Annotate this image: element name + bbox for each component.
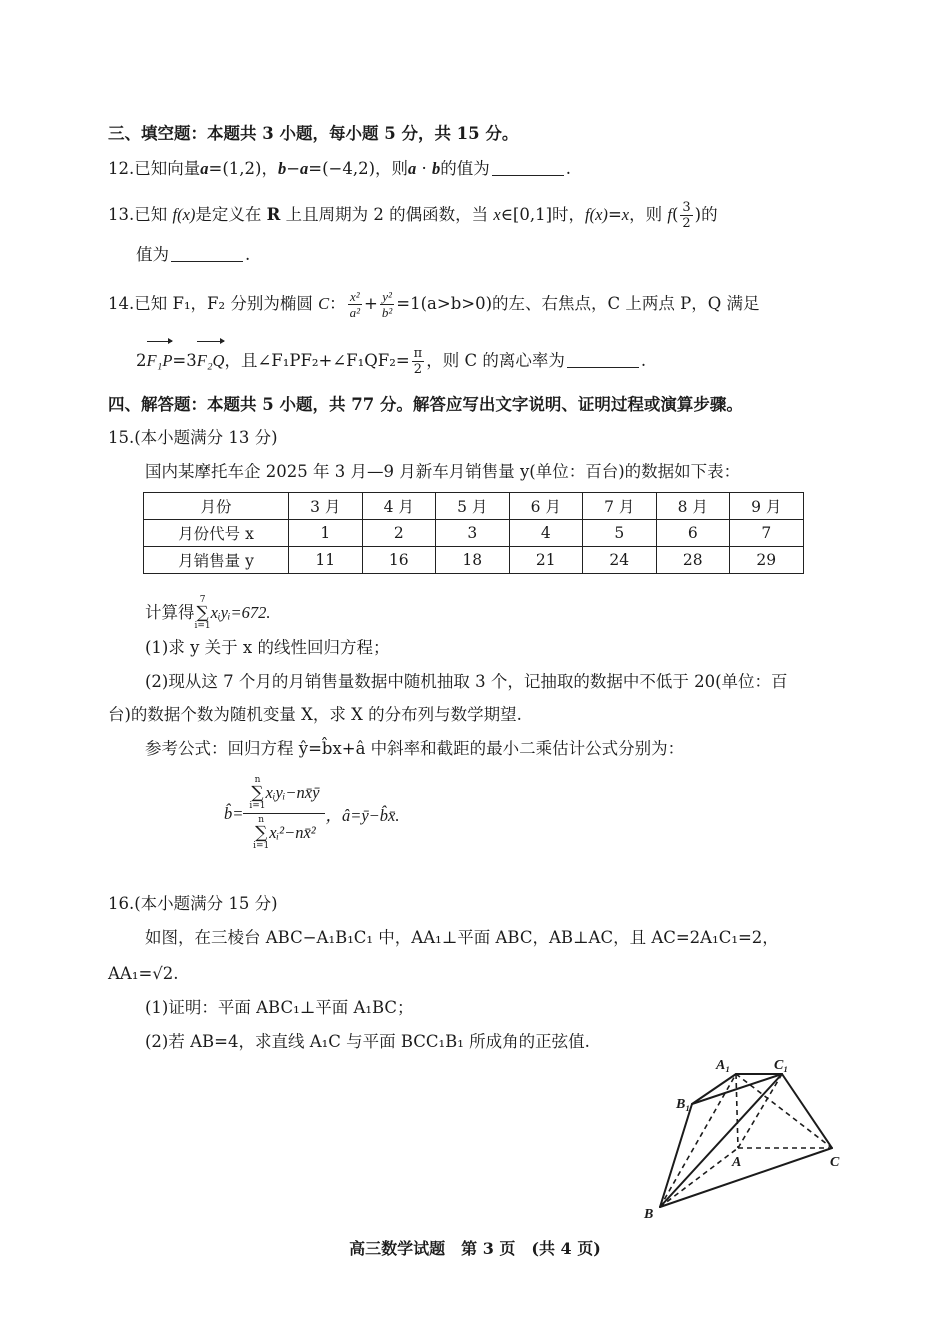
edge-a1c-hidden: [736, 1074, 832, 1148]
q16-line-1: 如图，在三棱台 ABC−A₁B₁C₁ 中，AA₁⊥平面 ABC，AB⊥AC，且 AC=2A₁C₁=2，: [145, 928, 779, 947]
q14-fraction-y: $\frac{\text{y²}}{\text{b²}}$: [381, 289, 393, 320]
table-cell: 月份代号 x: [144, 520, 289, 547]
q13-text: 是定义在: [195, 205, 267, 224]
q12-text: =(−4,2)，则: [308, 159, 409, 178]
q16-part-1: (1)证明：平面 ABC₁⊥平面 A₁BC；: [145, 998, 414, 1017]
q14-text: 已知 F₁，F₂ 分别为椭圆: [134, 294, 319, 313]
q15-reference: 参考公式：回归方程 ŷ=b̂x+â 中斜率和截距的最小二乘估计公式分别为：: [145, 739, 685, 758]
edge-a1b-hidden: [660, 1074, 736, 1207]
q13-text: =: [607, 205, 622, 224]
table-cell: 24: [583, 547, 657, 574]
table-cell: 7 月: [583, 493, 657, 520]
q12-text: −: [286, 159, 301, 178]
table-cell: 3 月: [289, 493, 363, 520]
q14-text: =1(a>b>0)的左、右焦点，C 上两点 P，Q 满足: [396, 294, 760, 313]
q12-text: 的值为: [440, 159, 490, 178]
edge-b1a1: [692, 1074, 736, 1104]
q15-calc-line: [145, 596, 271, 631]
q14-number: 14.: [108, 294, 135, 313]
table-cell: 9 月: [730, 493, 804, 520]
q12-vec-b: b: [432, 159, 441, 178]
table-row: [144, 520, 804, 547]
label-b: B: [644, 1207, 654, 1222]
q12-vec-b: b: [277, 159, 287, 178]
q12-text: 已知向量: [134, 159, 201, 178]
section-3-heading: 三、填空题：本题共 3 小题，每小题 5 分，共 15 分。: [108, 124, 519, 143]
q13-text: (: [671, 205, 679, 224]
table-cell: 21: [509, 547, 583, 574]
edge-ab-hidden: [660, 1148, 738, 1207]
q14-text: .: [640, 351, 647, 370]
table-cell: 1: [289, 520, 363, 547]
q12-vec-a: a: [408, 159, 417, 178]
q14-text: ：: [329, 294, 346, 313]
section-4-heading: 四、解答题：本题共 5 小题，共 77 分。解答应写出文字说明、证明过程或演算步骤。: [108, 395, 743, 414]
table-row: [144, 547, 804, 574]
q14-vector-f2q: F₂Q: [197, 344, 225, 378]
q14-text: +: [364, 294, 378, 313]
regression-fraction: [243, 776, 325, 851]
bhat-label: b̂=: [224, 803, 244, 823]
table-cell: 8 月: [656, 493, 730, 520]
q12-vec-a: a: [200, 159, 209, 178]
edge-aa1-hidden: [736, 1074, 738, 1148]
label-a: A: [732, 1155, 742, 1170]
q15-math: xᵢyᵢ=672.: [210, 603, 271, 622]
q15-part-2-line-1: (2)现从这 7 个月的月销售量数据中随机抽取 3 个，记抽取的数据中不低于 20(单位：百: [145, 672, 788, 691]
q13-text: )的: [694, 205, 718, 224]
q13-text: ，则: [629, 205, 668, 224]
edge-c1c: [782, 1074, 832, 1148]
answer-blank[interactable]: [567, 351, 639, 368]
edge-bb1: [660, 1104, 692, 1207]
table-cell: 11: [289, 547, 363, 574]
q13-math: f: [667, 205, 672, 224]
sales-table: [143, 492, 804, 574]
q16-part-2: (2)若 AB=4，求直线 A₁C 与平面 BCC₁B₁ 所成角的正弦值.: [145, 1032, 590, 1051]
label-c1: C₁: [774, 1058, 789, 1073]
table-cell: 月销售量 y: [144, 547, 289, 574]
label-c: C: [830, 1155, 840, 1170]
q14-math: C: [318, 294, 330, 313]
q15-text: 计算得: [145, 603, 195, 622]
question-13-line-2: [136, 243, 250, 267]
q13-math: f(x): [172, 205, 196, 224]
table-cell: 16: [362, 547, 436, 574]
q13-text: 上且周期为 2 的偶函数，当: [280, 205, 494, 224]
q12-text: =(1,2)，: [208, 159, 278, 178]
label-b1: B₁: [676, 1097, 691, 1112]
table-cell: 5: [583, 520, 657, 547]
q14-fraction-x: $\frac{\text{x²}}{\text{a²}}$: [349, 289, 361, 320]
q13-text: 值为: [136, 245, 169, 264]
regression-formula: [224, 776, 400, 851]
q14-vector-f1p: F₁P: [147, 344, 173, 378]
q14-fraction-pi: $\frac{\pi}{2}$: [413, 346, 423, 377]
table-cell: 2: [362, 520, 436, 547]
table-cell: 3: [436, 520, 510, 547]
label-a1: A₁: [716, 1058, 731, 1073]
edge-ac1-hidden: [738, 1074, 782, 1148]
table-cell: 7: [730, 520, 804, 547]
q15-part-1: (1)求 y 关于 x 的线性回归方程；: [145, 638, 390, 657]
question-12: [108, 157, 571, 181]
question-13-line-1: [108, 198, 718, 232]
table-cell: 月份: [144, 493, 289, 520]
q12-vec-a: a: [300, 159, 309, 178]
sum-symbol: 7 ∑ i=1: [194, 595, 211, 631]
question-14-line-1: [108, 286, 760, 322]
answer-blank[interactable]: [492, 159, 564, 176]
answer-blank[interactable]: [171, 245, 243, 262]
q15-part-2-line-2: 台)的数据个数为随机变量 X，求 X 的分布列与数学期望.: [108, 705, 522, 724]
table-cell: 29: [730, 547, 804, 574]
q12-text: .: [565, 159, 572, 178]
page-footer: 高三数学试题 第 3 页 (共 4 页): [349, 1239, 601, 1258]
q12-text: ·: [416, 159, 433, 178]
q13-text: 已知: [134, 205, 173, 224]
q14-text: 2: [136, 351, 147, 370]
table-cell: 5 月: [436, 493, 510, 520]
question-15-intro: 国内某摩托车企 2025 年 3 月—9 月新车月销售量 y(单位：百台)的数据如下表：: [145, 462, 741, 481]
ahat-formula: ，â=ȳ−b̂x̄.: [325, 805, 400, 825]
regression-numerator: n ∑ i=1xᵢyᵢ−nx̄ȳ: [243, 776, 325, 814]
table-cell: 6: [656, 520, 730, 547]
q14-text: ，则 C 的离心率为: [426, 351, 565, 370]
question-16-header: 16.(本小题满分 15 分): [108, 894, 278, 913]
q13-math: x: [621, 205, 630, 224]
q14-text: ，且∠F₁PF₂+∠F₁QF₂=: [224, 351, 410, 370]
table-cell: 4 月: [362, 493, 436, 520]
q13-math: f(x): [585, 205, 608, 224]
question-15-header: 15.(本小题满分 13 分): [108, 428, 278, 447]
table-cell: 28: [656, 547, 730, 574]
q13-text: ∈[0,1]时，: [500, 205, 586, 224]
q13-math: x: [493, 205, 501, 224]
table-cell: 4: [509, 520, 583, 547]
q16-line-2: AA₁=√2.: [108, 964, 179, 983]
table-row: [144, 493, 804, 520]
frustum-figure: [636, 1052, 866, 1222]
table-cell: 6 月: [509, 493, 583, 520]
question-14-line-2: [136, 344, 646, 378]
q13-fraction: $\frac{3}{2}$: [682, 200, 691, 231]
q14-text: =3: [172, 351, 197, 370]
q13-math: R: [266, 205, 281, 224]
q13-text: .: [245, 245, 251, 264]
q12-number: 12.: [108, 159, 135, 178]
regression-denominator: n ∑ i=1xᵢ²−nx̄²: [253, 815, 316, 851]
table-cell: 18: [436, 547, 510, 574]
q13-number: 13.: [108, 205, 135, 224]
